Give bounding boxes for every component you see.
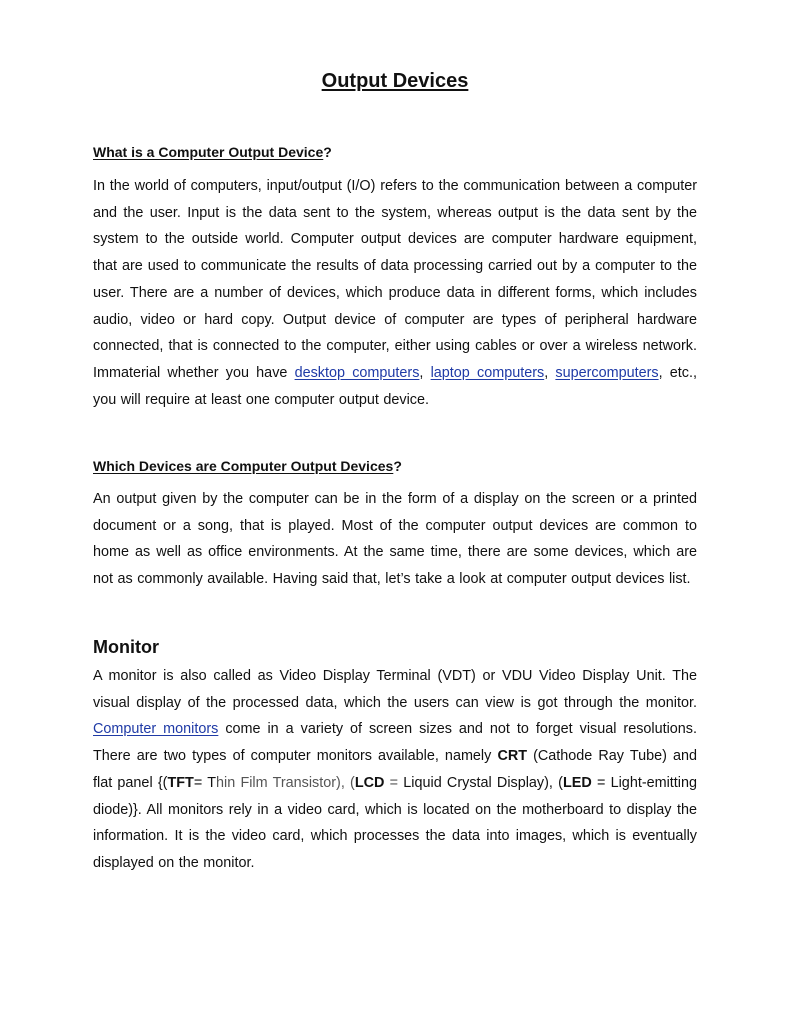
section-heading-which-devices-text: Which Devices are Computer Output Devices (93, 458, 394, 474)
link-laptop-computers[interactable]: laptop computers (430, 364, 545, 381)
link-computer-monitors[interactable]: Computer monitors (93, 721, 219, 738)
section-heading-what-is-punct: ? (323, 144, 332, 160)
page-title-text: Output Devices (321, 70, 469, 92)
term-tft-eq: = T (193, 774, 217, 791)
term-tft-definition: hin Film Transistor), ( (216, 774, 355, 791)
paragraph-monitor-text-4: Light-emitting diode)}. All monitors rely in a video card, which is located on the motherboard to display the information. It is the video card, which processes the data into images, which is eventually displayed on the monitor. (93, 774, 697, 871)
term-led-eq: = (591, 774, 611, 791)
link-supercomputers[interactable]: supercomputers (555, 364, 659, 381)
separator-1: , (419, 364, 431, 381)
paragraph-monitor (93, 663, 697, 877)
section-heading-monitor: Monitor (93, 637, 159, 657)
paragraph-monitor-text-3: (Cathode Ray Tube) and flat panel {( (93, 748, 698, 791)
paragraph-what-is-text-1: In the world of computers, input/output (I/O) refers to the communication between a computer and the user. Input is the data sent to the system, whereas output is the data sent by the system to the outside world. Computer output devices are computer hardware equipment, that are used to communicate the results of data processing carried out by a computer to the user. There are a number of devices, which produce data in different forms, which includes audio, video or hard copy. Output device of computer are types of peripheral hardware connected, that is connected to the computer, either using cables or over a wireless network. Immaterial whether you have (93, 178, 697, 381)
section-heading-which-devices (93, 457, 402, 475)
separator-2: , (544, 364, 556, 381)
paragraph-what-is-text-2: , etc., you will require at least one computer output device. (93, 364, 697, 408)
term-lcd-eq: = (384, 774, 404, 791)
section-heading-what-is-text: What is a Computer Output Device (93, 144, 324, 160)
paragraph-monitor-text-1: A monitor is also called as Video Display Terminal (VDT) or VDU Video Display Unit. The visual display of the processed data, which the users can view is got through the monitor. (93, 668, 697, 711)
page-title (93, 69, 697, 93)
link-desktop-computers[interactable]: desktop computers (294, 364, 420, 381)
paragraph-what-is (93, 173, 697, 413)
term-crt: CRT (497, 748, 528, 765)
section-heading-which-devices-punct: ? (393, 458, 402, 474)
term-tft: TFT (167, 774, 194, 791)
term-lcd-definition: Liquid Crystal Display), ( (403, 774, 563, 791)
term-led: LED (562, 774, 592, 791)
paragraph-monitor-text-2: come in a variety of screen sizes and not to forget visual resolutions. There are two types of computer monitors available, namely (93, 721, 697, 765)
paragraph-which-devices-text: An output given by the computer can be in the form of a display on the screen or a printed document or a song, that is played. Most of the computer output devices are common to home as well as office environments. At the same time, there are some devices, which are not as commonly available. Having said that, let’s take a look at computer output devices list. (93, 491, 697, 588)
term-lcd: LCD (354, 774, 385, 791)
paragraph-which-devices (93, 486, 697, 593)
section-heading-what-is (93, 143, 332, 161)
